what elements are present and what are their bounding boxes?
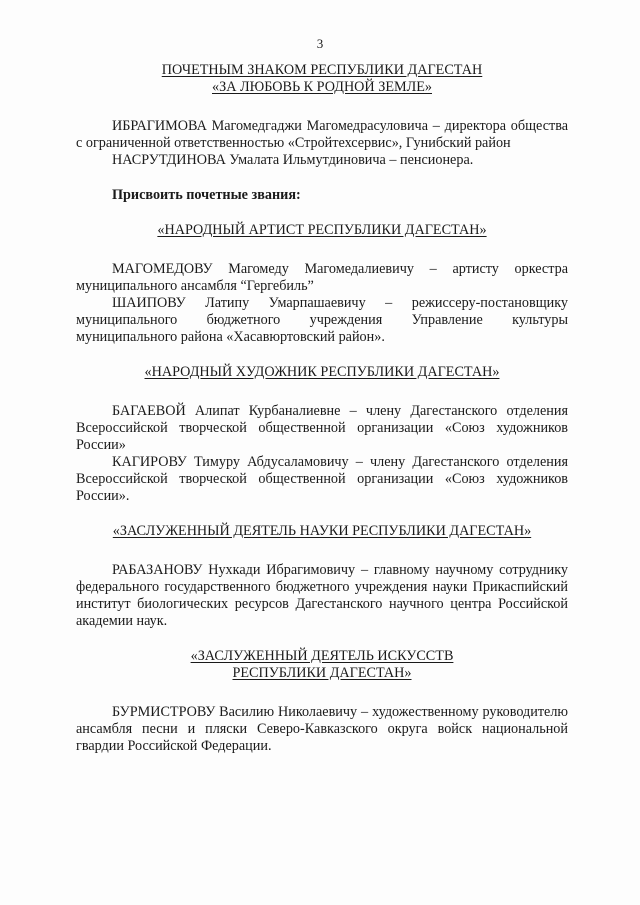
heading-line: «ЗА ЛЮБОВЬ К РОДНОЙ ЗЕМЛЕ» <box>212 79 432 95</box>
section-heading-narodny-khudozhnik <box>76 364 568 381</box>
heading-line: «НАРОДНЫЙ ХУДОЖНИК РЕСПУБЛИКИ ДАГЕСТАН» <box>144 364 500 380</box>
section-heading-znak <box>76 62 568 96</box>
heading-line: «НАРОДНЫЙ АРТИСТ РЕСПУБЛИКИ ДАГЕСТАН» <box>157 222 487 238</box>
award-entry: БАГАЕВОЙ Алипат Курбаналиевне – члену Дагестанского отделения Всероссийской творческой общественной организации «Союз художников России» <box>76 403 568 453</box>
heading-line: «ЗАСЛУЖЕННЫЙ ДЕЯТЕЛЬ НАУКИ РЕСПУБЛИКИ ДАГЕСТАН» <box>112 523 532 539</box>
award-entry: НАСРУТДИНОВА Умалата Ильмутдиновича – пенсионера. <box>112 152 474 168</box>
award-entry: ШАИПОВУ Латипу Умарпашаевичу – режиссеру-постановщику муниципального бюджетного учреждения Управление культуры муниципального района «Хасавюртовский район». <box>76 295 568 345</box>
section-heading-zasluzhenny-iskusstv <box>76 648 568 682</box>
assign-titles-label: Присвоить почетные звания: <box>112 187 301 203</box>
page-number: 3 <box>316 36 324 51</box>
heading-line: ПОЧЕТНЫМ ЗНАКОМ РЕСПУБЛИКИ ДАГЕСТАН <box>161 62 483 78</box>
document-body <box>76 62 568 755</box>
award-entry: КАГИРОВУ Тимуру Абдусаламовичу – члену Дагестанского отделения Всероссийской творческой общественной организации «Союз художников России». <box>76 454 568 504</box>
award-entry: БУРМИСТРОВУ Василию Николаевичу – художественному руководителю ансамбля песни и пляски Северо-Кавказского округа войск национальной гвардии Российской Федерации. <box>76 704 568 754</box>
heading-line: «ЗАСЛУЖЕННЫЙ ДЕЯТЕЛЬ ИСКУССТВ <box>190 648 454 664</box>
section-heading-zasluzhenny-nauki <box>76 523 568 540</box>
heading-line: РЕСПУБЛИКИ ДАГЕСТАН» <box>232 665 412 681</box>
award-entry: ИБРАГИМОВА Магомедгаджи Магомедрасуловича – директора общества с ограниченной ответственностью «Стройтехсервис», Гунибский район <box>76 118 568 151</box>
section-heading-narodny-artist <box>76 222 568 239</box>
award-entry: МАГОМЕДОВУ Магомеду Магомедалиевичу – артисту оркестра муниципального ансамбля “Гергебиль” <box>76 261 568 294</box>
award-entry: РАБАЗАНОВУ Нухкади Ибрагимовичу – главному научному сотруднику федерального государственного бюджетного учреждения науки Прикаспийский институт биологических ресурсов Дагестанского научного центра Российской академии наук. <box>76 562 568 629</box>
